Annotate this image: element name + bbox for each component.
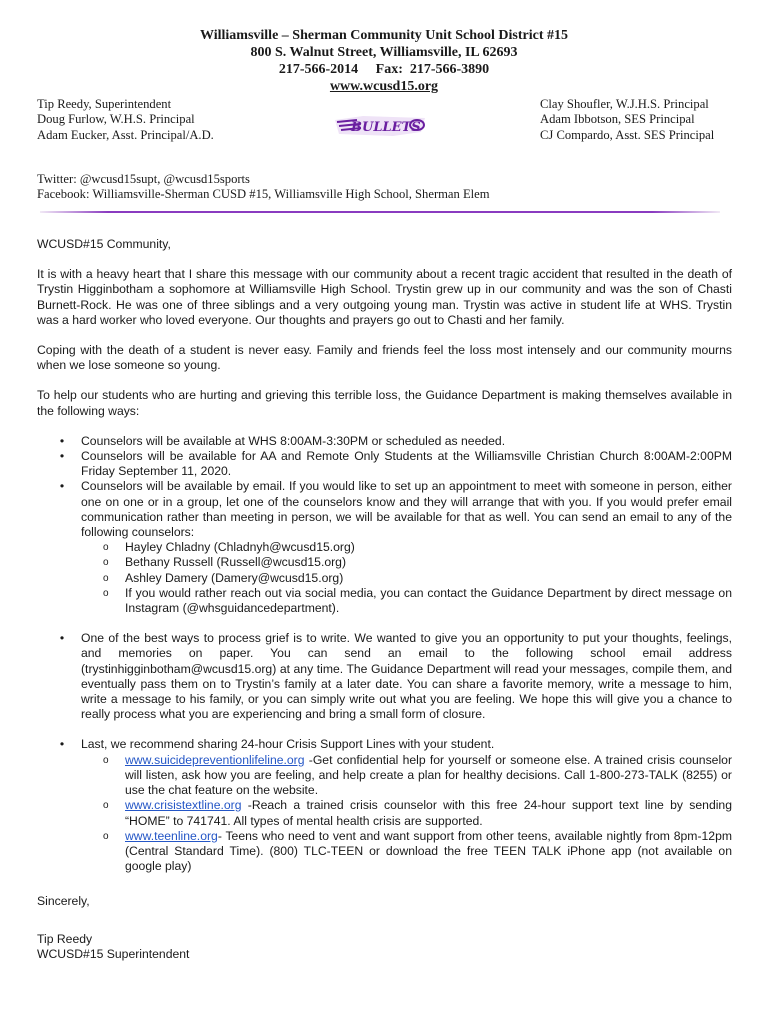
hotline-item: o www.suicidepreventionlifeline.org -Get confidential help for yourself or someone else. A trained crisis counselor will listen, ask how you are feeling, and help create a plan for healthy decisions. Call 1-800-273-TALK (8255) or use the chat feature on the website. — [103, 752, 732, 798]
district-phones: 217-566-2014 Fax: 217-566-3890 — [278, 62, 490, 77]
bullet-icon: • — [59, 479, 65, 494]
list-item: • Counselors will be available for AA and Remote Only Students at the Williamsville Christian Church 8:00AM-2:00PM Friday September 11, 2020. — [37, 449, 732, 479]
signer-title: WCUSD#15 Superintendent — [37, 946, 190, 961]
greeting: WCUSD#15 Community, — [37, 237, 171, 251]
counselor-item: o Ashley Damery (Damery@wcusd15.org) — [103, 570, 344, 585]
crisis-text-line-link[interactable]: www.crisistextline.org — [125, 798, 242, 813]
hotline-item: o www.teenline.org- Teens who need to vent and want support from other teens, available nightly from 8pm-12pm (Central Standard Time). (800) TLC-TEEN or download the free TEEN TALK iPhone app (not available on google play) — [103, 828, 732, 874]
letterhead — [0, 27, 768, 95]
signature-block — [37, 894, 732, 962]
signer-name: Tip Reedy — [37, 931, 93, 946]
facebook-line: Facebook: Williamsville-Sherman CUSD #15, Williamsville High School, Sherman Elem — [37, 187, 490, 201]
list-item: • Last, we recommend sharing 24-hour Crisis Support Lines with your student. o www.suicidepreventionlifeline.org -Get confidential help for yourself or someone else. A trained crisis counselor will listen, ask how you are feeling, and help create a plan for healthy decisions. Call 1-800-273-TALK (8255) or use the chat feature on the website. o www.crisistextline.org -Reach a trained crisis counselor with this free 24-hour support text line by sending “HOME” to 741741. All types of mental health crisis are supported. o www.teenline.org- Teens who need to vent and want support from other teens, available nightly from 8pm-12pm (Central Standard Time). (800) TLC-TEEN or download the free TEEN TALK iPhone app (not available on google play) — [37, 737, 732, 874]
bullet-icon: • — [59, 433, 65, 448]
paragraph-3: To help our students who are hurting and grieving this terrible loss, the Guidance Department is making themselves available in the following ways: — [37, 388, 732, 418]
staff-list-left — [37, 97, 214, 143]
circle-bullet-icon: o — [103, 542, 109, 554]
staff-list-right — [540, 97, 714, 143]
bullet-icon: • — [59, 631, 65, 646]
bullets-logo — [333, 112, 427, 140]
paragraph-1: It is with a heavy heart that I share this message with our community about a recent tragic accident that resulted in the death of Trystin Higginbotham a sophomore at Williamsville High School. Trystin grew up in our community and was the son of Chasti Burnett-Rock. He was one of three siblings and a very outgoing young man. Trystin was active in student life at WHS. Trystin was a hard worker who loved everyone. Our thoughts and prayers go out to Chasti and her family. — [37, 267, 732, 327]
staff-superintendent: Tip Reedy, Superintendent — [37, 97, 172, 111]
circle-bullet-icon: o — [103, 557, 109, 569]
staff-asst-principal: Adam Eucker, Asst. Principal/A.D. — [37, 127, 214, 142]
bullet-icon: • — [59, 737, 65, 752]
list-item: • One of the best ways to process grief is to write. We wanted to give you an opportunity to put your thoughts, feelings, and memories on paper. You can send an email to the following school email address (trystinhigginbotham@wcusd15.org) at any time. The Guidance Department will read your messages, compile them, and eventually pass them on to Trystin’s family at a later date. You can share a favorite memory, write a message to him, write a message to his family, or you can simply write out what you are feeling. We hope this will give you a chance to really process what you are experiencing and bring a small form of closure. — [37, 631, 732, 722]
counselor-item: o Hayley Chladny (Chladnyh@wcusd15.org) — [103, 540, 355, 555]
letter-body — [37, 237, 732, 962]
bullet-icon: • — [59, 449, 65, 464]
counselor-item: o If you would rather reach out via social media, you can contact the Guidance Department by direct message on Instagram (@whsguidancedepartment). — [103, 585, 732, 616]
district-website-link[interactable]: www.wcusd15.org — [329, 79, 439, 94]
staff-ses-principal: Adam Ibbotson, SES Principal — [540, 112, 695, 127]
crisis-lines-list — [37, 737, 732, 874]
list-item: • Counselors will be available by email. If you would like to set up an appointment to meet with someone in person, either one on one or in a group, let one of the counselors know and they will arrange that with you. If you would prefer email communication rather than meeting in person, we will be available for that as well. You can send an email to any of the following counselors: o Hayley Chladny (Chladnyh@wcusd15.org) o Bethany Russell (Russell@wcusd15.org) o Ashley Damery (Damery@wcusd15.org) o If you would rather reach out via social media, you can contact the Guidance Department by direct message on Instagram (@whsguidancedepartment). — [37, 479, 732, 616]
circle-bullet-icon: o — [103, 800, 109, 812]
staff-asst-ses-principal: CJ Compardo, Asst. SES Principal — [540, 127, 715, 142]
social-links — [37, 172, 490, 202]
hotline-list — [81, 753, 732, 875]
district-address: 800 S. Walnut Street, Williamsville, IL 62693 — [250, 45, 518, 60]
circle-bullet-icon: o — [103, 830, 109, 842]
circle-bullet-icon: o — [103, 572, 109, 584]
staff-whs-principal: Doug Furlow, W.H.S. Principal — [37, 112, 195, 127]
logo-text: BULLETS — [351, 120, 421, 135]
twitter-line: Twitter: @wcusd15supt, @wcusd15sports — [37, 172, 250, 186]
support-list — [37, 434, 732, 616]
circle-bullet-icon: o — [103, 587, 109, 599]
counselor-item: o Bethany Russell (Russell@wcusd15.org) — [103, 555, 347, 570]
staff-wjhs-principal: Clay Shoufler, W.J.H.S. Principal — [540, 97, 709, 111]
district-name: Williamsville – Sherman Community Unit School District #15 — [199, 28, 569, 43]
counselor-list — [81, 540, 732, 616]
list-item: • Counselors will be available at WHS 8:00AM-3:30PM or scheduled as needed. — [37, 434, 732, 449]
grief-writing-list — [37, 631, 732, 722]
hotline-item: o www.crisistextline.org -Reach a trained crisis counselor with this free 24-hour support text line by sending “HOME” to 741741. All types of mental health crisis are supported. — [103, 798, 732, 828]
teenline-link[interactable]: www.teenline.org — [125, 828, 218, 843]
paragraph-2: Coping with the death of a student is never easy. Family and friends feel the loss most intensely and our community mourns when we lose someone so young. — [37, 343, 732, 373]
circle-bullet-icon: o — [103, 754, 109, 766]
suicide-prevention-link[interactable]: www.suicidepreventionlifeline.org — [125, 752, 305, 767]
closing: Sincerely, — [37, 894, 90, 909]
header-divider — [40, 211, 720, 213]
